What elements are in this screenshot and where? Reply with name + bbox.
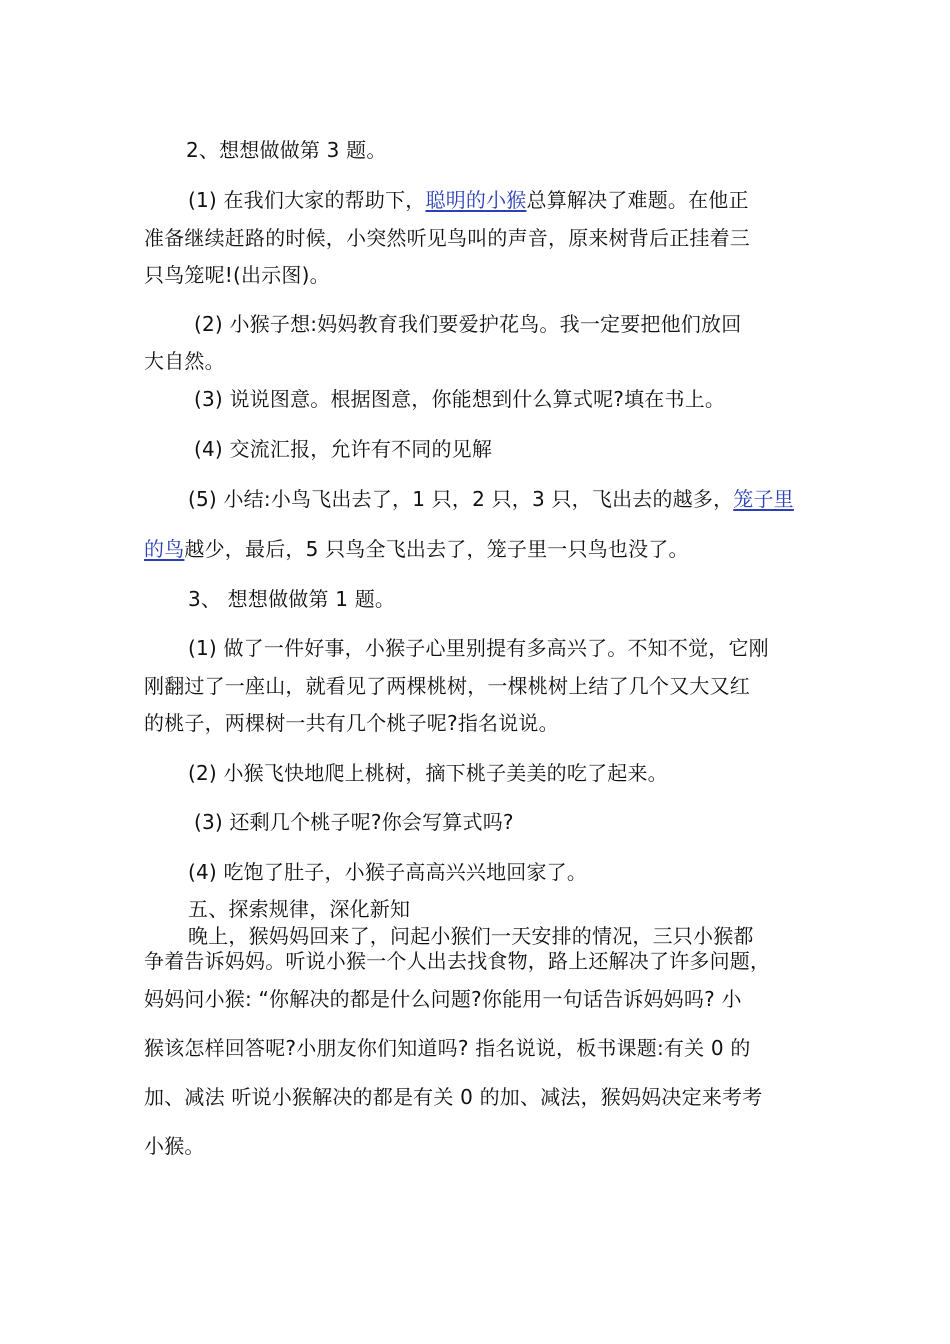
paragraph-2-line-1: (2) 小猴子想:妈妈教育我们要爱护花鸟。我一定要把他们放回: [194, 312, 742, 336]
birds-in-cage-link-part-2[interactable]: 的鸟: [144, 537, 185, 561]
question-4: (4) 吃饱了肚子，小猴子高高兴兴地回家了。: [188, 860, 588, 884]
item-2-heading: 2、想想做做第 3 题。: [186, 138, 387, 162]
paragraph-1-line-1: [188, 188, 868, 212]
paragraph-4: (4) 交流汇报，允许有不同的见解: [194, 437, 493, 461]
paragraph-1-line-2: 准备继续赶路的时候，小突然听见鸟叫的声音，原来树背后正挂着三: [144, 226, 750, 250]
section-5-line-1: 晚上，猴妈妈回来了，问起小猴们一天安排的情况，三只小猴都: [188, 924, 754, 948]
paragraph-3: (3) 说说图意。根据图意，你能想到什么算式呢?填在书上。: [194, 387, 726, 411]
section-5-heading: 五、探索规律，深化新知: [188, 897, 411, 921]
section-5-line-3: 妈妈问小猴: “你解决的都是什么问题?你能用一句话告诉妈妈吗? 小: [144, 987, 742, 1011]
paragraph-1-text-b: 总算解决了难题。在他正: [526, 188, 749, 212]
item-3-heading: 3、 想想做做第 1 题。: [188, 587, 396, 611]
question-1-line-1: (1) 做了一件好事，小猴子心里别提有多高兴了。不知不觉，它刚: [188, 636, 769, 660]
question-2: (2) 小猴飞快地爬上桃树，摘下桃子美美的吃了起来。: [188, 761, 668, 785]
paragraph-5-text-a: (5) 小结:小鸟飞出去了，1 只，2 只，3 只，飞出去的越多，: [188, 487, 734, 511]
section-5-line-5: 加、减法 听说小猴解决的都是有关 0 的加、减法，猴妈妈决定来考考: [144, 1085, 763, 1109]
paragraph-5-line-2: [144, 537, 824, 561]
question-3: (3) 还剩几个桃子呢?你会写算式吗?: [194, 810, 514, 834]
section-5-line-2: 争着告诉妈妈。听说小猴一个人出去找食物，路上还解决了许多问题，: [144, 949, 771, 973]
birds-in-cage-link-part-1[interactable]: 笼子里: [733, 487, 794, 511]
paragraph-5-line-1: [188, 487, 868, 511]
question-1-line-2: 刚翻过了一座山，就看见了两棵桃树，一棵桃树上结了几个又大又红: [144, 674, 750, 698]
question-1-line-3: 的桃子，两棵树一共有几个桃子呢?指名说说。: [144, 711, 559, 735]
section-5-line-6: 小猴。: [144, 1134, 205, 1158]
paragraph-2-line-2: 大自然。: [144, 349, 225, 373]
smart-monkey-link[interactable]: 聪明的小猴: [425, 188, 527, 212]
paragraph-1-line-3: 只鸟笼呢!(出示图)。: [144, 263, 330, 287]
section-5-line-4: 猴该怎样回答呢?小朋友你们知道吗? 指名说说，板书课题:有关 0 的: [144, 1036, 751, 1060]
paragraph-5-text-b: 越少，最后，5 只鸟全飞出去了，笼子里一只鸟也没了。: [184, 537, 689, 561]
paragraph-1-text-a: (1) 在我们大家的帮助下，: [188, 188, 426, 212]
